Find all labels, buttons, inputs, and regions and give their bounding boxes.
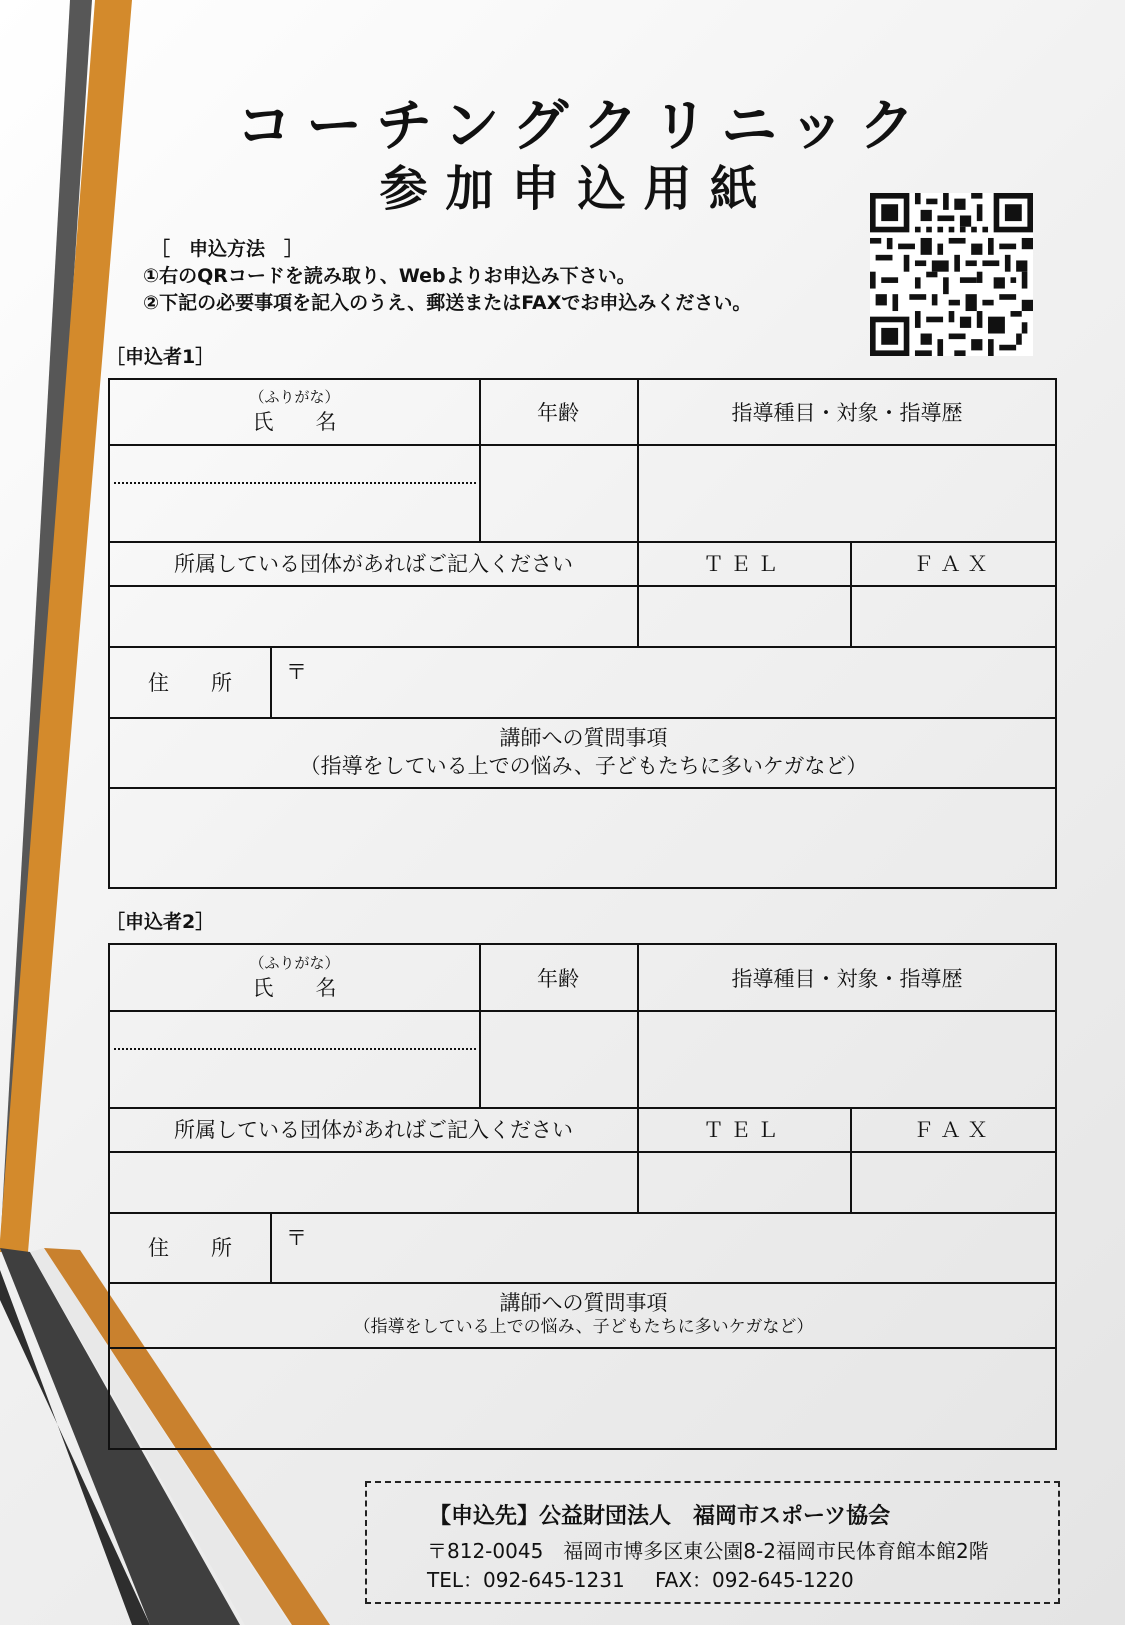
contact-fax: FAX：092-645-1220 [655,1568,854,1592]
org-field[interactable] [110,587,637,646]
name-field[interactable] [110,484,479,541]
page-title: コーチングクリニック [236,94,929,159]
coaching-header: 指導種目・対象・指導歴 [731,401,963,425]
question-field[interactable] [110,1349,1057,1448]
tel-header: ＴＥＬ [703,552,784,576]
coaching-field[interactable] [637,446,1057,541]
furigana-label: （ふりがな） [249,953,340,972]
age-header: 年齢 [537,401,579,425]
contact-tel: TEL：092-645-1231 [427,1568,625,1592]
age-field[interactable] [479,446,637,541]
fax-field[interactable] [850,1153,1057,1212]
applicant-2-form [108,943,1057,1450]
furigana-field[interactable] [110,1012,479,1048]
age-header: 年齢 [537,966,579,991]
address-label: 住 所 [148,1236,232,1260]
age-field[interactable] [479,1012,637,1107]
postal-mark: 〒 [286,660,307,684]
tel-field[interactable] [637,587,850,646]
postal-mark: 〒 [286,1226,307,1250]
tel-field[interactable] [637,1153,850,1212]
tel-header: ＴＥＬ [703,1118,784,1142]
contact-org: 【申込先】公益財団法人 福岡市スポーツ協会 [429,1504,891,1529]
contact-box [365,1481,1060,1604]
org-header: 所属している団体があればご記入ください [174,1118,573,1142]
furigana-field[interactable] [110,446,479,482]
question-title: 講師への質問事項 [499,726,668,750]
coaching-header: 指導種目・対象・指導歴 [731,966,963,991]
name-field[interactable] [110,1050,479,1107]
address-label: 住 所 [148,670,232,695]
name-header [110,945,479,1010]
fax-header: ＦＡＸ [913,552,994,576]
contact-address: 〒812-0045 福岡市博多区東公園8-2福岡市民体育館本館2階 [427,1539,989,1563]
question-note: （指導をしている上での悩み、子どもたちに多いケガなど） [353,1316,814,1337]
qr-code[interactable] [870,193,1033,356]
applicant-1-label: ［申込者1］ [106,346,215,368]
address-field[interactable] [272,648,1057,717]
method-heading: ［ 申込方法 ］ [151,238,304,260]
fax-field[interactable] [850,587,1057,646]
coaching-field[interactable] [637,1012,1057,1107]
question-header [110,1282,1057,1347]
fax-header: ＦＡＸ [913,1118,994,1142]
method-step-2: ②下記の必要事項を記入のうえ、郵送またはFAXでお申込みください。 [143,292,752,314]
org-header: 所属している団体があればご記入ください [174,552,573,576]
name-label: 氏 名 [252,975,337,1000]
name-label: 氏 名 [252,410,337,434]
address-field[interactable] [272,1214,1057,1282]
question-note: （指導をしている上での悩み、子どもたちに多いケガなど） [299,754,868,778]
question-header [110,717,1057,787]
method-step-1: ①右のQRコードを読み取り、Webよりお申込み下さい。 [143,265,636,287]
question-title: 講師への質問事項 [499,1290,668,1315]
applicant-1-form [108,378,1057,889]
furigana-label: （ふりがな） [249,388,340,406]
application-method [143,236,751,317]
org-field[interactable] [110,1153,637,1212]
applicant-2-label: ［申込者2］ [106,911,215,933]
name-header [110,380,479,444]
page-subtitle: 参加申込用紙 [379,161,776,217]
question-field[interactable] [110,789,1057,887]
